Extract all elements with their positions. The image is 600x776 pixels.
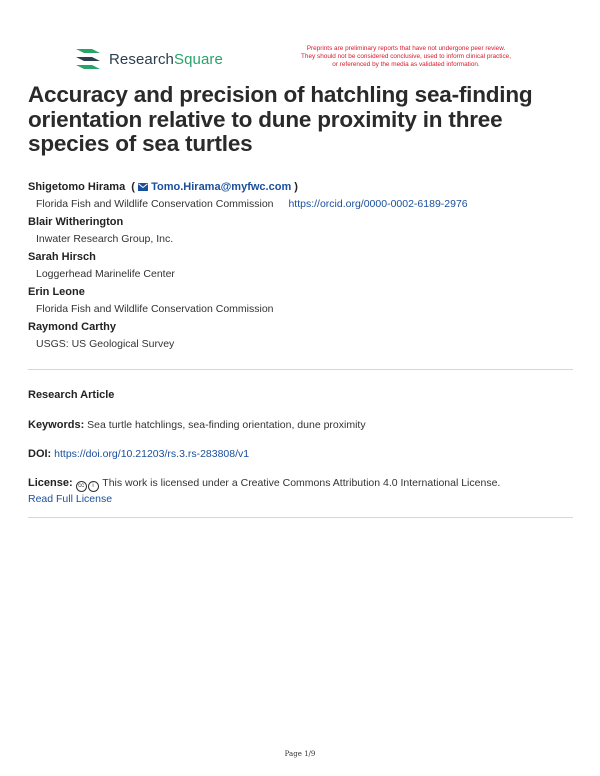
doi-label: DOI: xyxy=(28,448,52,460)
keywords-line xyxy=(28,418,573,433)
read-full-license-link[interactable]: Read Full License xyxy=(28,493,113,505)
license-line xyxy=(28,476,573,507)
author-affiliation: Florida Fish and Wildlife Conservation Commission xyxy=(36,198,274,210)
author-entry xyxy=(28,320,578,351)
research-square-logo-icon xyxy=(74,48,102,70)
research-square-logo[interactable] xyxy=(74,48,223,70)
logo-wordmark: ResearchSquare xyxy=(109,50,223,68)
article-type: Research Article xyxy=(28,389,115,401)
author-name: Shigetomo Hirama xyxy=(28,181,126,193)
doi-line xyxy=(28,447,573,462)
keywords-label: Keywords: xyxy=(28,419,85,431)
author-name: Sarah Hirsch xyxy=(28,251,96,263)
paper-title: Accuracy and precision of hatchling sea-finding orientation relative to dune proximity in three species of sea turtles xyxy=(28,82,533,156)
author-affiliation: Florida Fish and Wildlife Conservation Commission xyxy=(36,303,274,315)
author-entry xyxy=(28,285,578,316)
author-list xyxy=(28,180,578,355)
envelope-icon xyxy=(138,183,148,191)
author-affiliation: Loggerhead Marinelife Center xyxy=(36,268,175,280)
author-affiliation: Inwater Research Group, Inc. xyxy=(36,233,174,245)
orcid-link[interactable]: https://orcid.org/0000-0002-6189-2976 xyxy=(288,198,468,210)
divider xyxy=(28,517,573,518)
attribution-icon: i xyxy=(88,481,99,492)
page-number: Page 1/9 xyxy=(284,750,316,758)
author-affiliation: USGS: US Geological Survey xyxy=(36,338,175,350)
author-entry xyxy=(28,250,578,281)
creative-commons-icon: cc xyxy=(76,481,87,492)
preprint-disclaimer: Preprints are preliminary reports that have not undergone peer review. They should not be considered conclusive, used to inform clinical practice, or referenced by the media as validated information. xyxy=(301,45,511,68)
license-label: License: xyxy=(28,477,73,489)
author-name: Erin Leone xyxy=(28,286,85,298)
author-email-link[interactable]: Tomo.Hirama@myfwc.com xyxy=(138,181,294,193)
author-entry xyxy=(28,215,578,246)
author-entry: Shigetomo Hirama ( Tomo.Hirama@myfwc.com ) Florida Fish and Wildlife Conservation Commission https://orcid.org/0000-0002-6189-2976 xyxy=(28,181,468,210)
keywords-value: Sea turtle hatchlings, sea-finding orientation, dune proximity xyxy=(87,419,366,431)
author-name: Raymond Carthy xyxy=(28,321,117,333)
divider xyxy=(28,369,573,370)
doi-link[interactable]: https://doi.org/10.21203/rs.3.rs-283808/v1 xyxy=(54,448,250,460)
author-name: Blair Witherington xyxy=(28,216,124,228)
license-text: This work is licensed under a Creative Commons Attribution 4.0 International License. xyxy=(102,477,501,489)
